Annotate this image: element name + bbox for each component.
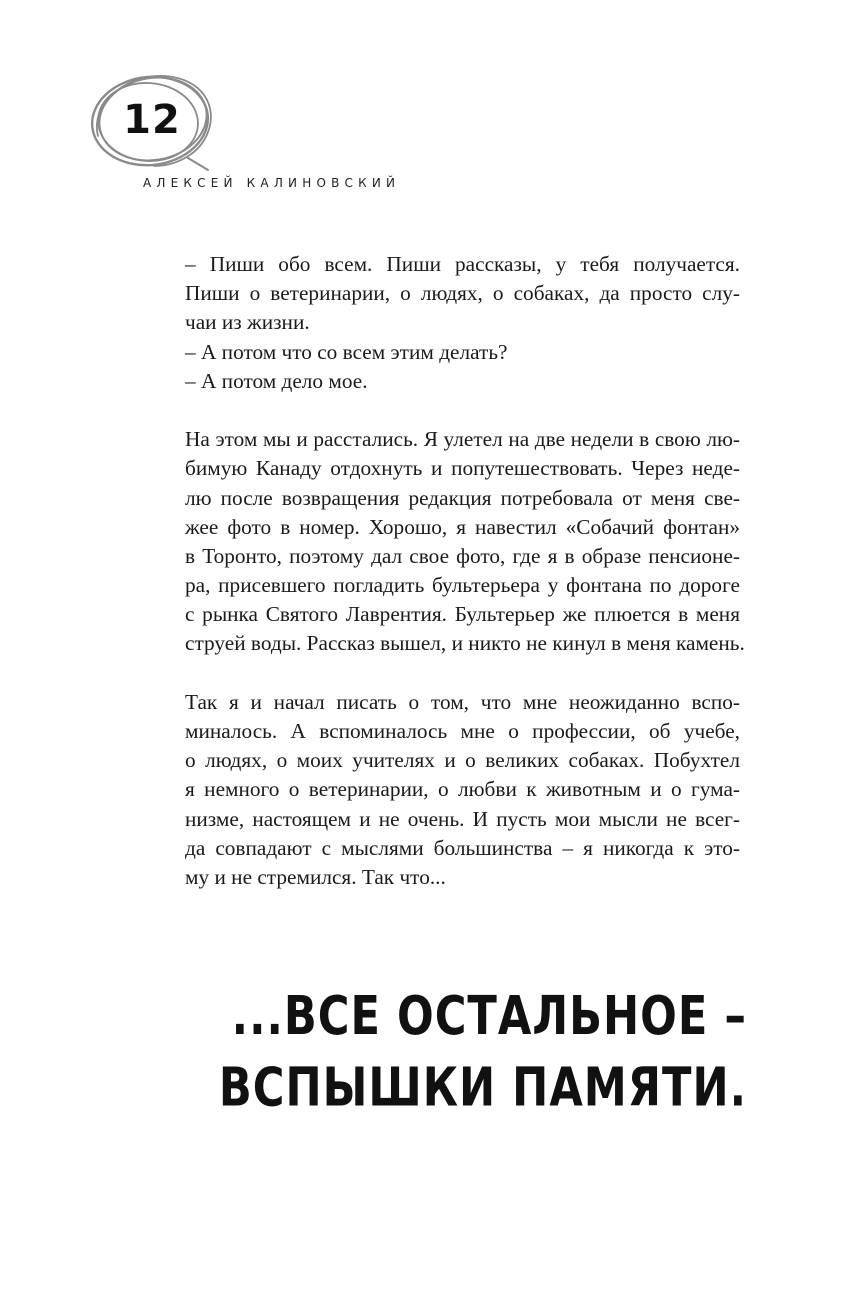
text-line: чаи из жизни.: [185, 310, 310, 335]
text-line: я немного о ветеринарии, о любви к животным и о гума-: [185, 777, 740, 802]
page-number: 12: [123, 97, 181, 143]
text-line: – А потом дело мое.: [185, 368, 368, 393]
text-line: о людях, о моих учителях и о великих собаках. Побухтел: [185, 748, 740, 773]
text-line: Пиши о ветеринарии, о людях, о собаках, да просто слу-: [185, 281, 740, 306]
body-text: [185, 250, 745, 892]
text-line: с рынка Святого Лаврентия. Бультерьер же плюется в меня: [185, 602, 740, 627]
text-line: – Пиши обо всем. Пиши рассказы, у тебя получается.: [185, 252, 740, 276]
text-line: На этом мы и расстались. Я улетел на две недели в свою лю-: [185, 427, 740, 452]
page-number-badge: [84, 66, 220, 174]
text-line: му и не стремился. Так что...: [185, 864, 446, 889]
paragraph-gap: [185, 659, 740, 688]
running-header-author: АЛЕКСЕЙ КАЛИНОВСКИЙ: [143, 176, 401, 190]
text-line: бимую Канаду отдохнуть и попутешествовать. Через неде-: [185, 456, 740, 481]
text-line: струей воды. Рассказ вышел, и никто не кинул в меня камень.: [185, 631, 745, 656]
text-line: низме, настоящем и не очень. И пусть мои мысли не всег-: [185, 806, 740, 831]
text-line: да совпадают с мыслями большинства – я никогда к это-: [185, 835, 740, 860]
text-line: – А потом что со всем этим делать?: [185, 339, 508, 364]
text-line: лю после возвращения редакция потребовала от меня све-: [185, 485, 740, 510]
closing-handwritten-text: [219, 980, 747, 1123]
text-line: ра, присевшего погладить бультерьера у фонтана по дороге: [185, 573, 740, 598]
text-line: жее фото в номер. Хорошо, я навестил «Собачий фонтан»: [185, 514, 740, 539]
closing-line: ВСПЫШКИ ПАМЯТИ.: [218, 1056, 747, 1119]
closing-line: ...ВСЕ ОСТАЛЬНОЕ –: [231, 984, 747, 1048]
paragraph-gap: [185, 396, 740, 425]
text-line: в Торонто, поэтому дал свое фото, где я в образе пенсионе-: [185, 543, 740, 568]
text-line: миналось. А вспоминалось мне о профессии, об учебе,: [185, 719, 740, 743]
text-line: Так я и начал писать о том, что мне неожиданно вспо-: [185, 689, 740, 714]
